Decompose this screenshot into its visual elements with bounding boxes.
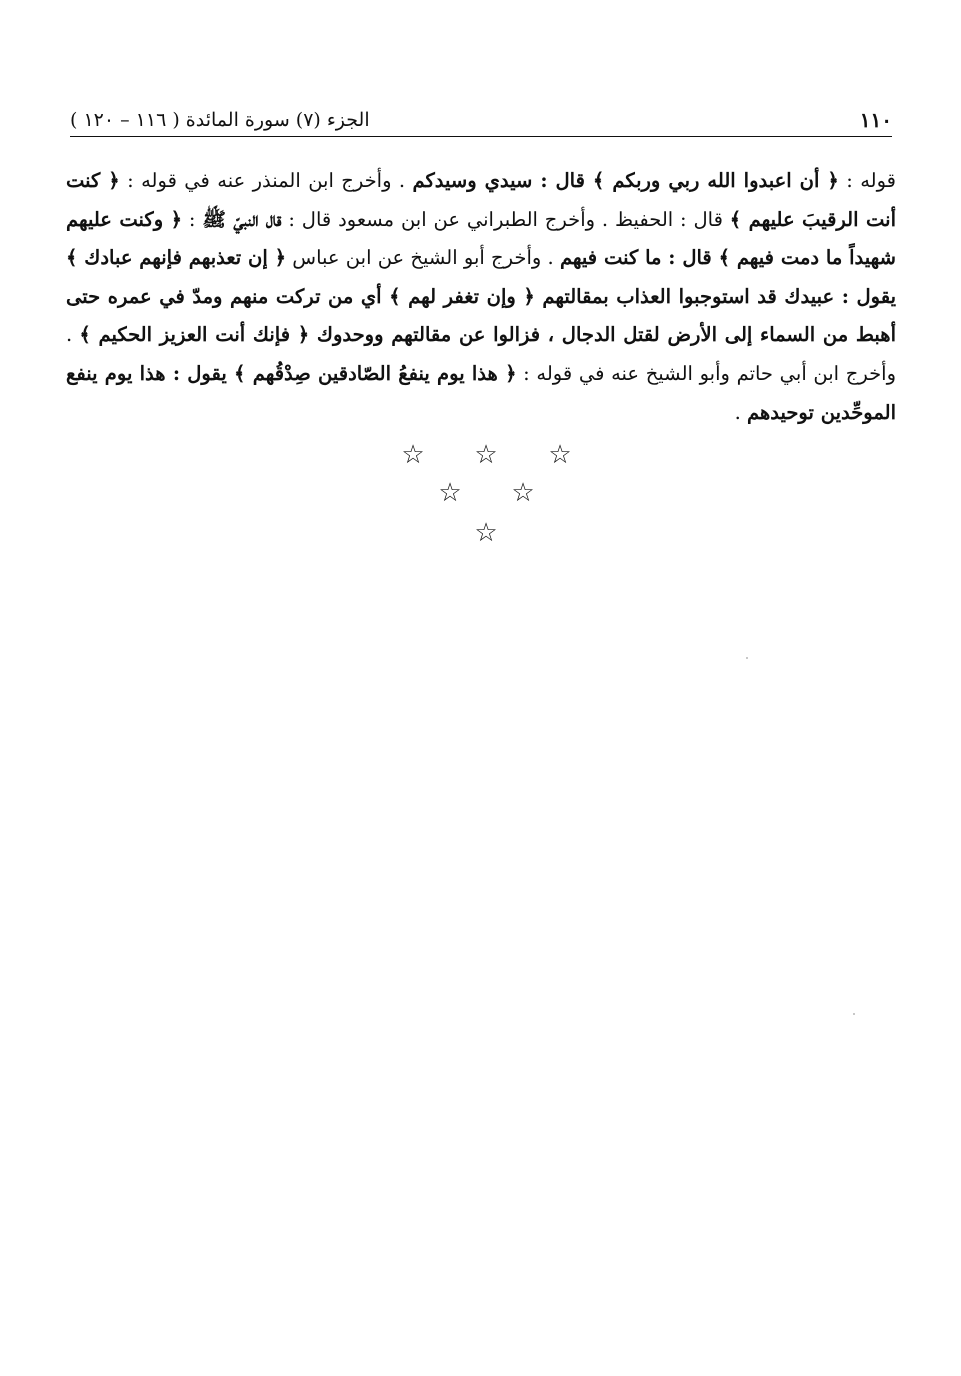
- text-segment: . وأخرج أبو الشيخ عن ابن عباس: [286, 246, 560, 270]
- separator-row-1: [0, 440, 961, 470]
- header-title: الجزء (٧) سورة المائدة ( ١١٦ – ١٢٠ ): [70, 109, 370, 131]
- star-icon: ☆: [474, 518, 498, 548]
- quran-quote: ﴿ وكنت عليهم شهيداً ما دمت فيهم ﴾ قال : ما كنت فيهم: [66, 207, 897, 270]
- commentary-paragraph: [66, 162, 896, 432]
- page-number: ١١٠: [859, 108, 892, 132]
- quran-quote: ﴿ كنت أنت الرقيبَ عليهم ﴾: [66, 169, 896, 231]
- hadith-attribution: قال النبيّ ﷺ: [202, 207, 282, 231]
- text-segment: :: [182, 207, 203, 231]
- running-header: [70, 104, 892, 136]
- text-segment: .: [734, 400, 747, 424]
- star-icon: ☆: [511, 478, 535, 508]
- quran-quote: ﴿ إن تعذبهم فإنهم عبادك ﴾ يقول : عبيدك قد استوجبوا العذاب بمقالتهم ﴿ وإن تغفر لهم ﴾ أي من تركت منهم ومدّ في عمره حتى أهبط من السماء إلى الأرض لقتل الدجال ، فزالوا عن مقالتهم ووحدوك ﴿ فإنك أنت العزيز الحكيم ﴾: [66, 246, 896, 347]
- text-segment: قال : الحفيظ . وأخرج الطبراني عن ابن مسعود قال :: [281, 207, 730, 231]
- quran-quote: ﴿ هذا يوم ينفعُ الصّادقين صِدْقُهم ﴾ يقول : هذا يوم ينفع الموحِّدين توحيدهم: [66, 361, 896, 424]
- text-segment: . وأخرج ابن أبي حاتم وأبو الشيخ عنه في قوله :: [66, 323, 896, 385]
- star-icon: ☆: [474, 440, 498, 470]
- scan-speck: [746, 657, 748, 659]
- star-icon: ☆: [401, 440, 425, 470]
- separator-row-2: [0, 478, 961, 508]
- quran-quote: ﴿ أن اعبدوا الله ربي وربكم ﴾ قال : سيدي وسيدكم: [412, 169, 839, 192]
- scan-speck: [853, 1013, 855, 1015]
- star-icon: ☆: [548, 440, 572, 470]
- text-segment: قوله :: [838, 169, 896, 192]
- separator-row-3: [0, 518, 961, 548]
- star-icon: ☆: [438, 478, 462, 508]
- text-segment: . وأخرج ابن المنذر عنه في قوله :: [119, 169, 413, 192]
- header-rule: [70, 136, 892, 137]
